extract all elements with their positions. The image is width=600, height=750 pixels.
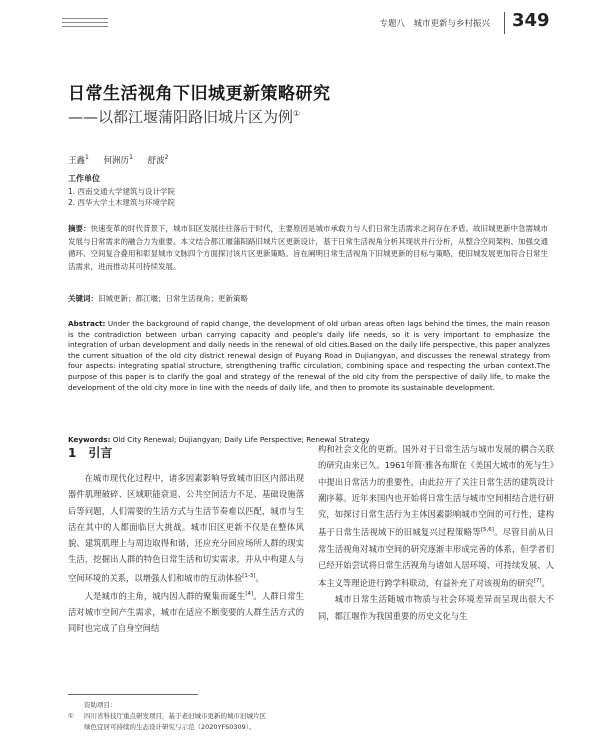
abstract-en-label: Abstract: — [68, 319, 106, 328]
footnote-label: 资助项目： — [84, 701, 117, 709]
page-number: 349 — [512, 10, 550, 31]
header-ornament — [62, 18, 108, 27]
abstract-cn — [68, 223, 548, 273]
body-paragraph: 在城市现代化过程中，诸多因素影响导致城市旧区内部出现器件肌理破碎、区域职能衰退、公共空间活力不足、基础设施落后等问题，人们需要的生活方式与生活节奏难以匹配，城市与生活在其中的人都面临巨大挑战。城市旧区更新不仅是在整体风貌、建筑肌理上与周边取得和谐，还应充分回应场所人群的现实生活，挖掘出人群的特色日常生活和切实需求，并从中构建人与空间环境的关系，以增强人们和城市的互动体验[1-3]。 — [68, 473, 304, 583]
footnote-rule — [68, 694, 198, 695]
footnote-mark: ① — [68, 712, 74, 720]
affiliation-line: 1. 西南交通大学建筑与设计学院 — [68, 187, 176, 196]
author: 舒波$^2$ — [147, 154, 169, 166]
citation: [5,6] — [480, 527, 494, 534]
affiliation-line: 2. 西华大学土木建筑与环境学院 — [68, 198, 176, 207]
header-divider — [504, 12, 505, 34]
footnote-line: 绿色宜居可持续的生态设计研究与示范（2020YFS0309）。 — [84, 723, 256, 731]
author: 王鑫$^1$ — [68, 154, 89, 166]
affiliation-heading: 工作单位 — [68, 174, 100, 183]
body-paragraph: 构和社会文化的更新。国外对于日常生活与城市发展的耦合关联的研究由来已久。1961年简·雅各布斯在《美国大城市的死与生》中提出日常活力的重要性，由此拉开了关注日常生活的建筑设计潮序幕。近年来国内也开始将日常生活与城市空间相结合进行研究，如探讨日常生活行为主体因素影响城市空间的可行性，建构基于日常生活视域下的旧城复兴过程策略等[5,6]。尽管目前从日常生活视角对城市空间的研究逐渐丰形成完善的体系，但学者们已经开始尝试将日常生活视角与诸如人居环境、可持续发展、人本主义等理论进行跨学科联动，有益补充了对该视角的研究[7]。 — [318, 444, 554, 588]
abstract-en-text: Under the background of rapid change, the development of old urban areas often lags behind the times, the main reason is the contradiction between urban carrying capacity and people's daily life needs, so it is very important to emphasize the integration of urban development and daily needs in the renewal of old cities.Based on the daily life perspective, this paper analyzes the current situation of the old city district renewal design of Puyang Road in Dujiangyan, and discusses the renewal strategy from four aspects: integrating spatial structure, strengthening traffic circulation, combining space and respecting the urban context.The purpose of this paper is to clarify the goal and strategy of the renewal of the old city from the perspective of daily life, to make the development of the old city more in line with the needs of daily life, and then to promote its sustainable development. — [68, 319, 550, 392]
keywords-cn — [68, 293, 548, 304]
keywords-en-text: Old City Renewal; Dujiangyan; Daily Life Perspective; Renewal Strategy — [112, 435, 370, 444]
running-header: 专题八 城市更新与乡村振兴 — [379, 19, 490, 29]
subtitle-text: ——以都江堰蒲阳路旧城片区为例 — [68, 108, 294, 126]
keywords-cn-label: 关键词： — [68, 294, 98, 303]
paper-subtitle — [68, 106, 300, 127]
citation: [4] — [245, 590, 254, 597]
author-list — [68, 154, 180, 166]
subtitle-note-mark: ① — [293, 109, 301, 118]
author: 何洲历$^1$ — [103, 154, 133, 166]
keywords-en-label: Keywords: — [68, 435, 111, 444]
abstract-cn-text: 快速变革的时代背景下，城市旧区发展往往落后于时代，主要原因是城市承载力与人们日常生活需求之间存在矛盾。故旧城更新中急需城市发展与日常需求的融合力为重要。本文结合都江堰蒲阳路旧城片区更新设计，基于日常生活视角分析其现状并行分析，从整合空间架构、加强交通循环、空间复合叠用和彰显城市文脉四个方面探讨该片区更新策略。旨在阐明日常生活视角下旧城更新的目标与策略，使旧城发展更加符合日常生活需求，进而推动其可持续发展。 — [68, 224, 548, 271]
footnote-line: ① 四川省科技厅重点研发项目，基于老旧城市更新的城市旧城片区 — [68, 712, 266, 720]
body-paragraph: 人是城市的主角，城内因人群的聚集而诞生[4]。人群日常生活对城市空间产生需求，城市在适应不断变要的人群生活方式的同时也完成了自身空间结 — [68, 590, 304, 634]
citation: [7] — [533, 578, 542, 585]
body-column-right — [318, 441, 554, 624]
abstract-cn-label: 摘要： — [68, 224, 91, 233]
paper-title: 日常生活视角下旧城更新策略研究 — [68, 84, 331, 104]
body-column-left — [68, 470, 304, 637]
keywords-cn-text: 旧城更新；都江堰；日常生活视角；更新策略 — [98, 294, 248, 303]
body-paragraph: 城市日常生活随城市物质与社会环境差异而呈现出很大不同，都江堰作为我国重要的历史文化与生 — [318, 594, 554, 621]
abstract-en — [68, 319, 550, 393]
section-heading: 1 引言 — [68, 446, 113, 460]
citation: [1-3] — [242, 572, 256, 579]
